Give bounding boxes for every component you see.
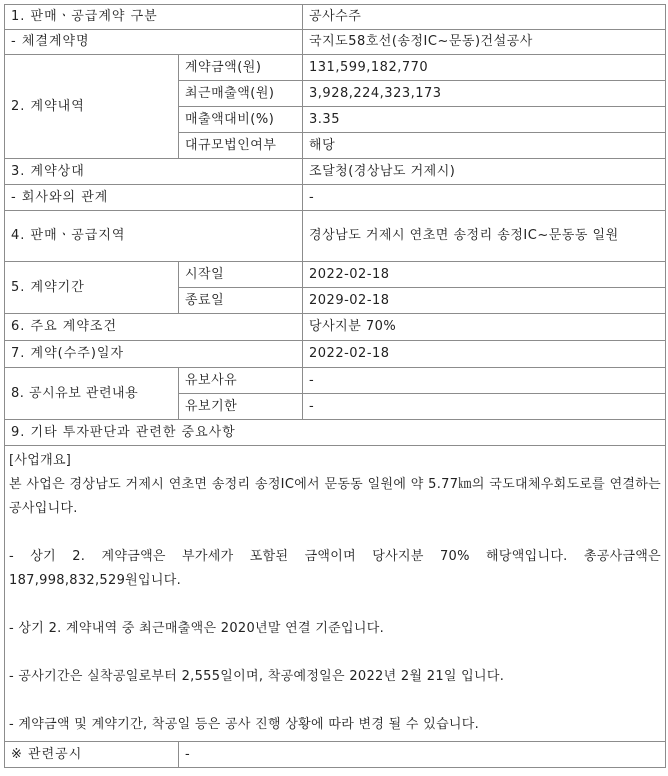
main-terms-label: 6. 주요 계약조건 [5,314,303,341]
start-date-value: 2022-02-18 [303,262,666,288]
end-date-label: 종료일 [179,288,303,314]
contract-date-value: 2022-02-18 [303,341,666,368]
row-relationship [5,185,666,211]
notes-spacer [9,521,661,545]
row-contract-type [5,5,666,30]
large-corp-label: 대규모법인여부 [179,133,303,159]
relationship-label: - 회사와의 관계 [5,185,303,211]
start-date-label: 시작일 [179,262,303,288]
deferral-deadline-value: - [303,394,666,420]
related-disclosure-label: ※ 관련공시 [5,742,179,768]
row-contract-amount [5,55,666,81]
notes-cell [5,446,666,742]
notes-paragraph-1: 본 사업은 경상남도 거제시 연초면 송정리 송정IC에서 문동동 일원에 약 5.77㎞의 국도대체우회도로를 연결하는 공사입니다. [9,477,662,516]
large-corp-value: 해당 [303,133,666,159]
contract-details-label: 2. 계약내역 [5,55,179,159]
end-date-value: 2029-02-18 [303,288,666,314]
supply-region-value: 경상남도 거제시 연초면 송정리 송정IC~문동동 일원 [303,211,666,262]
row-related-disclosure [5,742,666,768]
counterparty-label: 3. 계약상대 [5,159,303,185]
contract-type-label: 1. 판매ㆍ공급계약 구분 [5,5,303,30]
relationship-value: - [303,185,666,211]
row-other-matters [5,420,666,446]
row-contract-date [5,341,666,368]
contract-name-label: - 체결계약명 [5,30,303,55]
main-terms-value: 당사지분 70% [303,314,666,341]
counterparty-value: 조달청(경상남도 거제시) [303,159,666,185]
supply-region-label: 4. 판매ㆍ공급지역 [5,211,303,262]
deferral-label: 8. 공시유보 관련내용 [5,368,179,420]
contract-name-value: 국지도58호선(송정IC~문동)건설공사 [303,30,666,55]
notes-paragraph-2: - 상기 2. 계약금액은 부가세가 포함된 금액이며 당사지분 70% 해당액입니다. 총공사금액은 187,998,832,529원입니다. [9,549,662,588]
contract-date-label: 7. 계약(수주)일자 [5,341,303,368]
row-counterparty [5,159,666,185]
row-start-date [5,262,666,288]
row-supply-region [5,211,666,262]
recent-sales-label: 최근매출액(원) [179,81,303,107]
notes-heading: [사업개요] [9,453,72,468]
deferral-deadline-label: 유보기한 [179,394,303,420]
row-contract-name [5,30,666,55]
sales-ratio-label: 매출액대비(%) [179,107,303,133]
notes-spacer [9,689,661,713]
sales-ratio-value: 3.35 [303,107,666,133]
deferral-reason-label: 유보사유 [179,368,303,394]
contract-type-value: 공사수주 [303,5,666,30]
related-disclosure-value: - [179,742,666,768]
contract-amount-label: 계약금액(원) [179,55,303,81]
recent-sales-value: 3,928,224,323,173 [303,81,666,107]
notes-paragraph-5: - 계약금액 및 계약기간, 착공일 등은 공사 진행 상황에 따라 변경 될 수 있습니다. [9,717,480,732]
deferral-reason-value: - [303,368,666,394]
notes-paragraph-4: - 공사기간은 실착공일로부터 2,555일이며, 착공예정일은 2022년 2월 21일 입니다. [9,669,505,684]
notes-spacer [9,641,661,665]
notes-paragraph-3: - 상기 2. 계약내역 중 최근매출액은 2020년말 연결 기준입니다. [9,621,385,636]
disclosure-table [4,4,666,768]
contract-amount-value: 131,599,182,770 [303,55,666,81]
other-matters-label: 9. 기타 투자판단과 관련한 중요사항 [5,420,666,446]
contract-period-label: 5. 계약기간 [5,262,179,314]
row-deferral-reason [5,368,666,394]
row-main-terms [5,314,666,341]
notes-spacer [9,593,661,617]
row-notes [5,446,666,742]
